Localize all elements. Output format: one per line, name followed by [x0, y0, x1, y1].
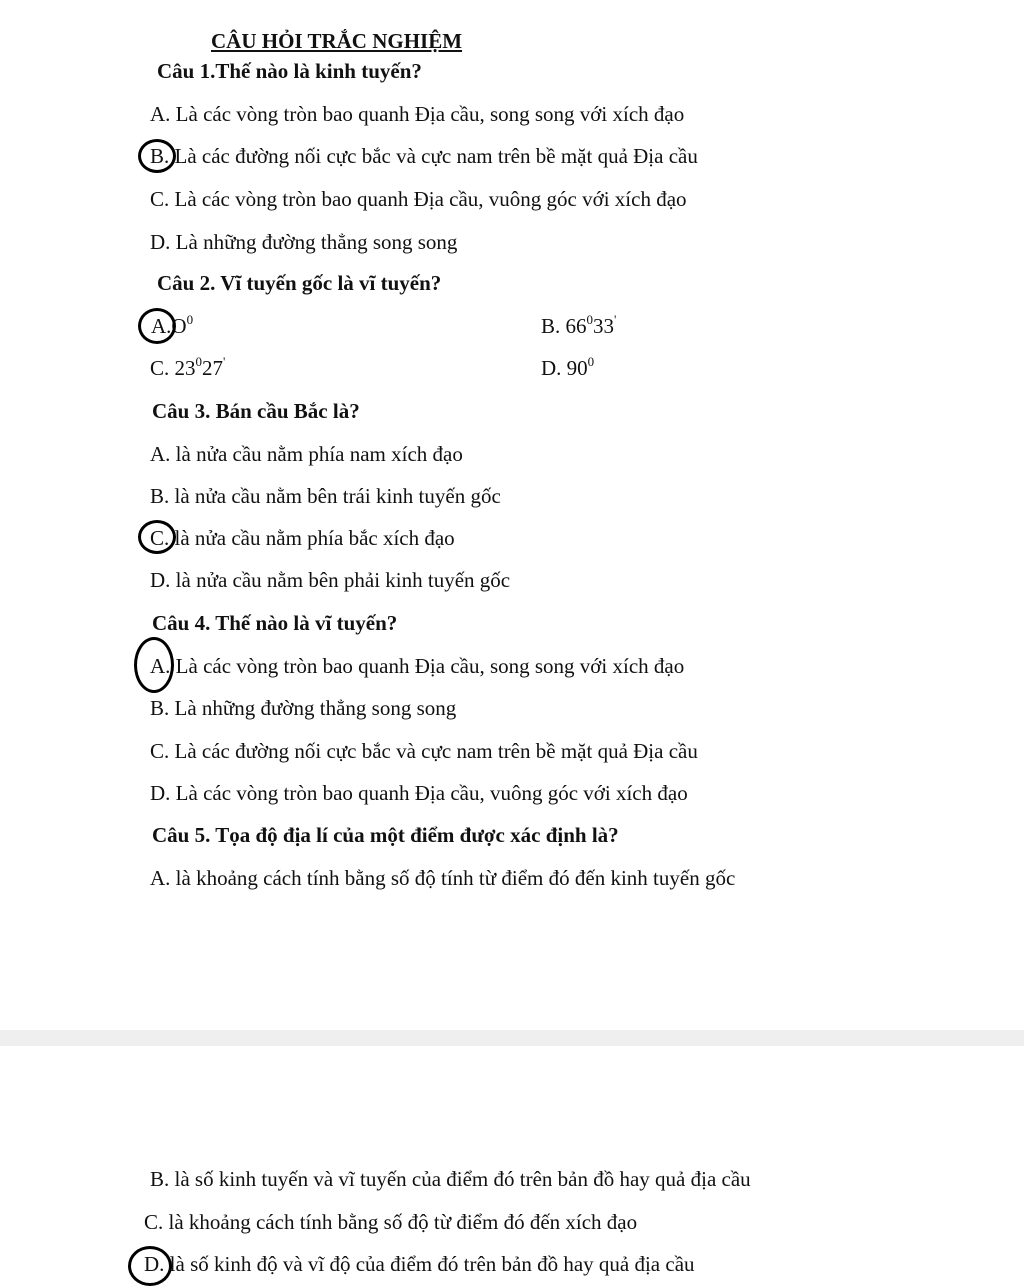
q2-answer-circle [138, 308, 176, 344]
q2-option-d-label: D. [541, 356, 567, 380]
q2-option-b-value-1: 66 [565, 314, 587, 338]
q1-option-b: B. Là các đường nối cực bắc và cực nam trên bề mặt quả Địa cầu [150, 144, 698, 168]
q3-option-c: C. là nửa cầu nằm phía bắc xích đạo [150, 526, 455, 550]
q5-option-a: A. là khoảng cách tính bằng số độ tính từ điểm đó đến kinh tuyến gốc [150, 866, 736, 890]
q2-option-a-degree: 0 [186, 312, 194, 327]
q2-option-c-minute: ' [223, 354, 226, 369]
document-title: CÂU HỎI TRẮC NGHIỆM [211, 29, 463, 53]
q3-option-b: B. là nửa cầu nằm bên trái kinh tuyến gốc [150, 484, 501, 508]
q4-option-d: D. Là các vòng tròn bao quanh Địa cầu, vuông góc với xích đạo [150, 781, 688, 805]
q2-option-c-label: C. [150, 356, 175, 380]
question-1: Câu 1.Thế nào là kinh tuyến? [157, 59, 422, 83]
q4-answer-circle [134, 637, 174, 693]
q3-option-d: D. là nửa cầu nằm bên phải kinh tuyến gốc [150, 568, 511, 592]
document-page-2 [0, 1046, 1024, 1280]
q1-option-d: D. Là những đường thẳng song song [150, 230, 458, 254]
q4-option-a: A. Là các vòng tròn bao quanh Địa cầu, song song với xích đạo [150, 654, 685, 678]
q1-option-c: C. Là các vòng tròn bao quanh Địa cầu, vuông góc với xích đạo [150, 187, 687, 211]
q2-option-a-label: A. [151, 314, 172, 338]
q1-option-a: A. Là các vòng tròn bao quanh Địa cầu, song song với xích đạo [150, 102, 685, 126]
q3-answer-circle [138, 520, 176, 554]
q5-option-c: C. là khoảng cách tính bằng số độ từ điểm đó đến xích đạo [144, 1210, 638, 1234]
q3-option-a: A. là nửa cầu nằm phía nam xích đạo [150, 442, 463, 466]
q2-option-b-label: B. [541, 314, 566, 338]
q5-option-d: D. là số kinh độ và vĩ độ của điểm đó trên bản đồ hay quả địa cầu [144, 1252, 695, 1276]
q2-option-a-value: O [171, 314, 187, 338]
q2-option-c-degree: 0 [195, 354, 203, 369]
q5-option-b: B. là số kinh tuyến và vĩ tuyến của điểm đó trên bản đồ hay quả địa cầu [150, 1167, 751, 1191]
q2-option-c-value-2: 27 [202, 356, 224, 380]
q1-answer-circle [138, 139, 176, 173]
q4-option-c: C. Là các đường nối cực bắc và cực nam trên bề mặt quả Địa cầu [150, 739, 698, 763]
q2-option-b-minute: ' [614, 312, 617, 327]
q2-option-b-degree: 0 [586, 312, 594, 327]
q2-option-c-value-1: 23 [174, 356, 196, 380]
question-4: Câu 4. Thế nào là vĩ tuyến? [152, 611, 398, 635]
q2-option-b [541, 313, 616, 339]
question-3: Câu 3. Bán cầu Bắc là? [152, 399, 360, 423]
q2-option-d-degree: 0 [587, 354, 595, 369]
question-5: Câu 5. Tọa độ địa lí của một điểm được xác định là? [152, 823, 619, 847]
q5-answer-circle [128, 1246, 172, 1286]
question-2: Câu 2. Vĩ tuyến gốc là vĩ tuyến? [157, 271, 442, 295]
page-gap [0, 1030, 1024, 1046]
q2-option-c [150, 355, 225, 381]
q4-option-b: B. Là những đường thẳng song song [150, 696, 457, 720]
q2-option-d [541, 355, 594, 381]
q2-option-b-value-2: 33 [593, 314, 615, 338]
q2-option-d-value: 90 [566, 356, 588, 380]
